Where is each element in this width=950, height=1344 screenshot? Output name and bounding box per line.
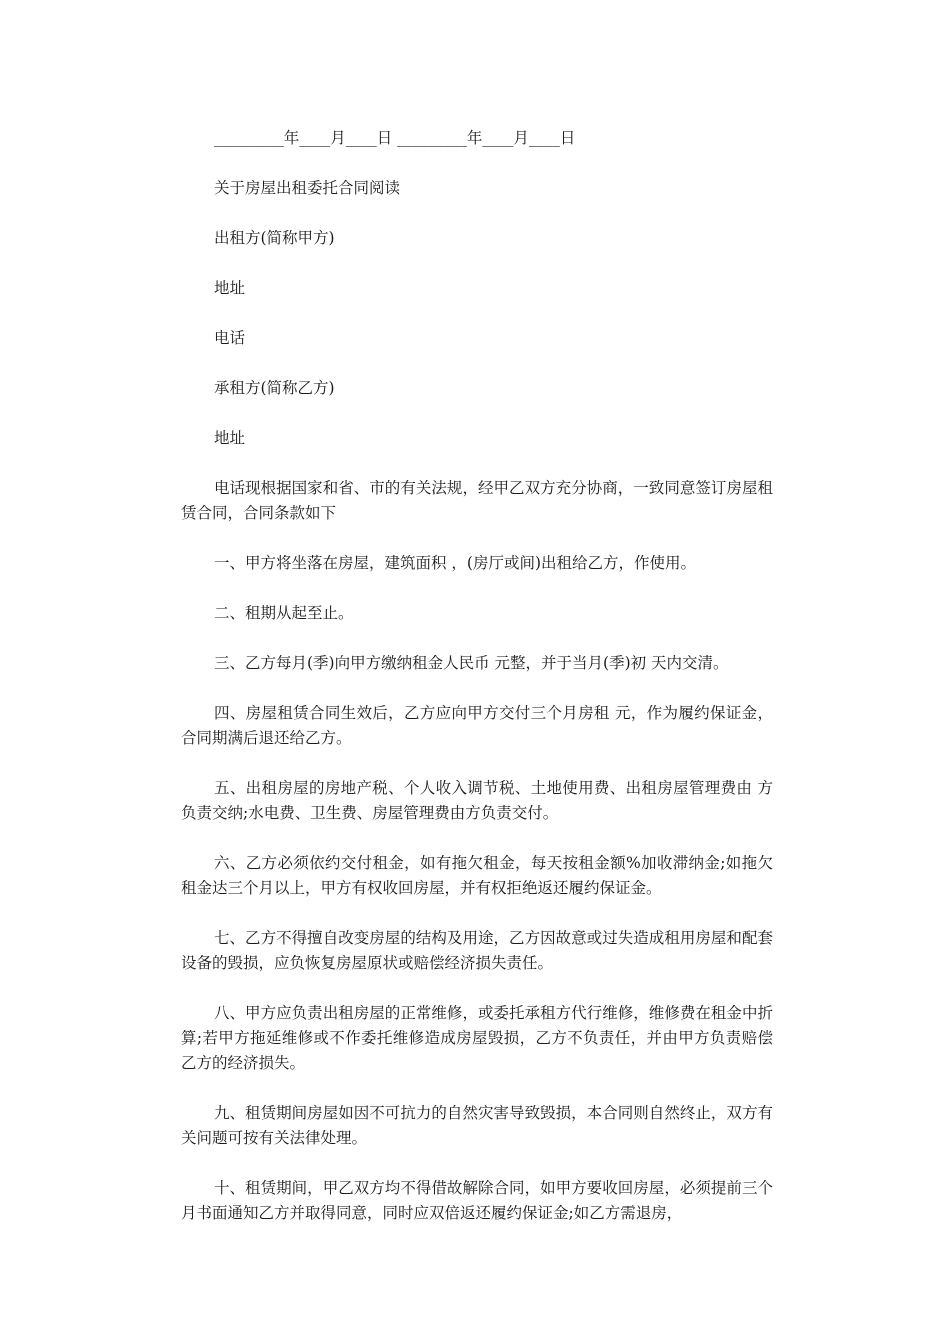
clause-4: 四、房屋租赁合同生效后，乙方应向甲方交付三个月房租 元，作为履约保证金，合同期满后退还给乙方。 <box>181 704 773 747</box>
document-title: 关于房屋出租委托合同阅读 <box>214 179 401 197</box>
lessor-address-label: 地址 <box>214 279 246 297</box>
signature-date-line: _________年____月____日 _________年____月____日 <box>214 129 576 147</box>
clause-10: 十、租赁期间，甲乙双方均不得借故解除合同，如甲方要收回房屋，必须提前三个月书面通知乙方并取得同意，同时应双倍返还履约保证金;如乙方需退房， <box>181 1179 773 1222</box>
clause-2: 二、租期从起至止。 <box>214 604 354 622</box>
clause-5: 五、出租房屋的房地产税、个人收入调节税、土地使用费、出租房屋管理费由 方负责交纳;水电费、卫生费、房屋管理费由方负责交付。 <box>181 779 773 822</box>
lessee-label: 承租方(简称乙方) <box>214 379 335 397</box>
lessor-label: 出租方(简称甲方) <box>214 229 335 247</box>
document-body <box>181 126 773 1251</box>
clause-3: 三、乙方每月(季)向甲方缴纳租金人民币 元整，并于当月(季)初 天内交清。 <box>214 654 729 672</box>
lessee-address-label: 地址 <box>214 429 246 447</box>
clause-1: 一、甲方将坐落在房屋，建筑面积 ，(房厅或间)出租给乙方，作使用。 <box>214 554 697 572</box>
clause-9: 九、租赁期间房屋如因不可抗力的自然灾害导致毁损，本合同则自然终止，双方有关问题可按有关法律处理。 <box>181 1104 773 1147</box>
preamble-paragraph: 电话现根据国家和省、市的有关法规，经甲乙双方充分协商，一致同意签订房屋租赁合同，合同条款如下 <box>181 479 773 522</box>
clause-6: 六、乙方必须依约交付租金，如有拖欠租金，每天按租金额%加收滞纳金;如拖欠租金达三个月以上，甲方有权收回房屋，并有权拒绝返还履约保证金。 <box>181 854 773 897</box>
clause-8: 八、甲方应负责出租房屋的正常维修，或委托承租方代行维修，维修费在租金中折算;若甲方拖延维修或不作委托维修造成房屋毁损，乙方不负责任，并由甲方负责赔偿乙方的经济损失。 <box>181 1004 773 1072</box>
clause-7: 七、乙方不得擅自改变房屋的结构及用途，乙方因故意或过失造成租用房屋和配套设备的毁损，应负恢复房屋原状或赔偿经济损失责任。 <box>181 929 773 972</box>
lessor-phone-label: 电话 <box>214 329 246 347</box>
